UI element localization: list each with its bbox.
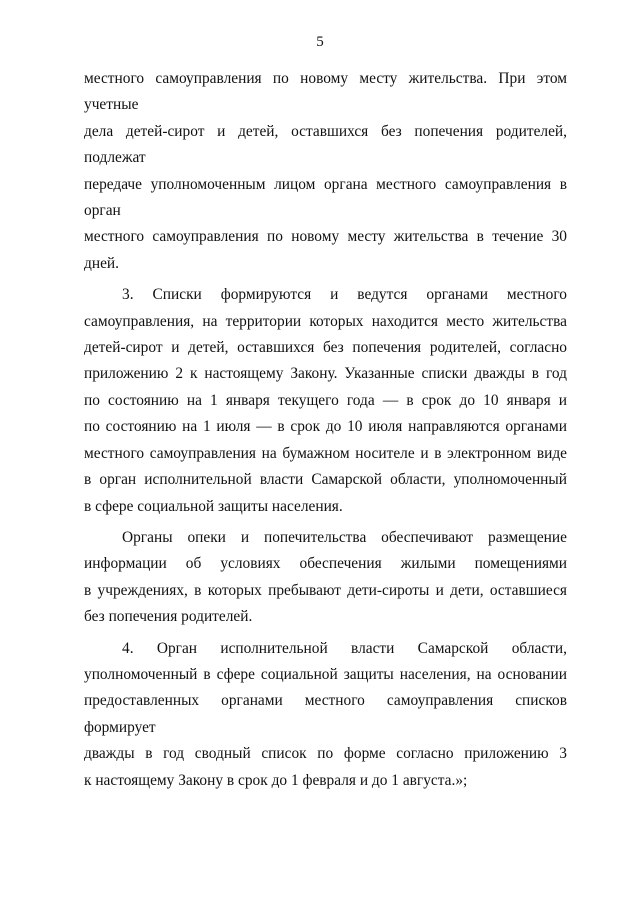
text-line: в учреждениях, в которых пребывают дети-сироты и дети, оставшиеся	[84, 581, 567, 599]
text-line: местного самоуправления на бумажном носителе и в электронном виде	[84, 444, 567, 462]
paragraph-4	[84, 636, 567, 794]
text-line: самоуправления, на территории которых находится место жительства	[84, 312, 567, 330]
text-line: 3. Списки формируются и ведутся органами местного	[122, 286, 567, 304]
paragraph-3	[84, 525, 567, 631]
text-line: местного самоуправления по новому месту жительства. При этом учетные	[84, 70, 567, 114]
text-line: дела детей-сирот и детей, оставшихся без попечения родителей, подлежат	[84, 122, 567, 167]
text-line: в орган исполнительной власти Самарской области, уполномоченный	[84, 471, 567, 489]
text-line: детей-сирот и детей, оставшихся без попечения родителей, согласно	[84, 339, 567, 357]
text-line: приложению 2 к настоящему Закону. Указанные списки дважды в год	[84, 365, 567, 383]
text-line: предоставленных органами местного самоуправления списков формирует	[84, 692, 567, 736]
text-line: по состоянию на 1 января текущего года — в срок до 10 января и	[84, 391, 567, 409]
text-line: Органы опеки и попечительства обеспечивают размещение	[122, 528, 567, 546]
text-line: передаче уполномоченным лицом органа местного самоуправления в орган	[84, 175, 567, 220]
text-line: местного самоуправления по новому месту жительства в течение 30 дней.	[84, 228, 567, 272]
text-line: информации об условиях обеспечения жилыми помещениями	[84, 555, 567, 573]
text-line: уполномоченный в сфере социальной защиты населения, на основании	[84, 665, 567, 683]
paragraph-2	[84, 282, 567, 520]
text-line: в сфере социальной защиты населения.	[84, 497, 343, 515]
text-line: дважды в год сводный список по форме согласно приложению 3	[84, 745, 567, 763]
document-body	[84, 66, 567, 794]
text-line: к настоящему Закону в срок до 1 февраля и до 1 августа.»;	[84, 771, 468, 789]
text-line: по состоянию на 1 июля — в срок до 10 июля направляются органами	[84, 418, 567, 436]
paragraph-1	[84, 66, 567, 277]
text-line: 4. Орган исполнительной власти Самарской области,	[122, 639, 567, 657]
page-number: 5	[316, 34, 324, 50]
text-line: без попечения родителей.	[84, 608, 253, 626]
